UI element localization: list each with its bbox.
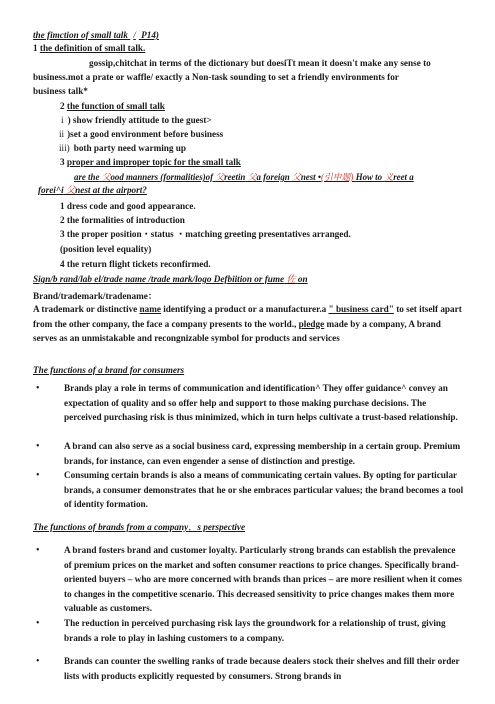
item-text: both party need warming up: [73, 143, 187, 153]
def-underlined: pledge: [298, 318, 325, 329]
document-title: [33, 29, 159, 41]
def-text: identifying a product or a manufacturer.a: [163, 304, 327, 314]
bullet-symbol: •: [36, 656, 40, 667]
def-text: to set itself apart from the other company, the face a company presents to the world.,: [33, 304, 462, 329]
def-underlined: " business card": [328, 304, 394, 314]
q-cjk: 义: [384, 172, 394, 182]
section-1-para-line-2: business.mot a prate or waffle/ exactly a Non-task sounding to set a friendly environments for: [33, 72, 399, 82]
q-text: nest at the airport?: [75, 185, 147, 195]
sign-heading-tail: on: [297, 274, 308, 284]
section-1-title: the definition of small talk.: [39, 43, 146, 53]
company-heading-text: The functions of brands from a company: [33, 522, 189, 532]
item-text: )set a good environment before business: [67, 129, 224, 139]
answer-1: 1 dress code and good appearance.: [60, 201, 196, 211]
item-marker: ii: [59, 129, 65, 139]
bullet-symbol: •: [36, 470, 40, 481]
bullet-symbol: •: [36, 441, 40, 452]
section-2-heading: [60, 100, 165, 112]
title-page-ref: P14): [141, 30, 159, 40]
section-3-number: 3: [60, 157, 65, 167]
answer-3-note: (position level equality): [60, 244, 152, 254]
q-text: are the: [74, 172, 100, 182]
bullet-symbol: •: [36, 618, 40, 629]
q-cjk: 父: [247, 172, 257, 182]
q-text: forei^i: [38, 185, 64, 195]
consumers-bullet-2: A brand can also serve as a social business card, expressing membership in a certain group. Premium brands, for instance, can even engender a sense of distinction and prestige.: [64, 441, 461, 466]
section-3-heading: [60, 156, 241, 168]
consumers-bullet-1: Brands play a role in terms of communication and identification^ They offer guidance^ convey an expectation of quality and so offer help and support to those making purchase decisions. The perceived purchasing risk is thus minimized, which in turn helps cultivate a trust-based relationship.: [64, 383, 458, 423]
brand-definition: [33, 302, 463, 346]
q-cjk: 父: [101, 172, 111, 182]
company-heading: [33, 521, 245, 533]
answer-3: 3 the proper position・status ・matching greeting presentatives arranged.: [60, 229, 351, 239]
section-1-para-line-3: business talk*: [33, 86, 88, 96]
item-text: ) show friendly attitude to the guest>: [67, 115, 212, 125]
item-marker: i: [61, 115, 64, 125]
company-bullet-2: The reduction in perceived purchasing risk lays the groundwork for a relationship of trust, giving brands a role to play in lashing customers to a company.: [64, 618, 446, 643]
consumers-bullet-3: Consuming certain brands is also a means of communicating certain values. By opting for particular brands, a consumer demonstrates that he or she embraces particular values; the brand becomes a tool of identity formation.: [64, 470, 464, 510]
company-bullet-3: Brands can counter the swelling ranks of trade because dealers stock their shelves and fill their order lists with products explicitly requested by consumers. Strong brands in: [64, 656, 460, 681]
question-line-1: [74, 171, 414, 183]
company-bullet-1: A brand fosters brand and customer loyalty. Particularly strong brands can establish the prevalence of premium prices on the market and soften consumer reactions to price changes. Specifically brand-oriented buyers – who are more concerned with brands than prices – are more resilient when it comes to changes in the competitive scenario. This decreased sensitivity to price changes makes them more valuable as customers.: [64, 545, 462, 614]
bullet-symbol: •: [36, 545, 40, 556]
section-1-number: 1: [33, 43, 38, 53]
def-text: A trademark or distinctive: [33, 304, 138, 314]
brand-label: Brand/trademark/tradename：: [33, 291, 158, 301]
bullet-symbol: •: [36, 383, 40, 394]
sign-heading-cjk: 佐: [286, 274, 296, 284]
item-marker: iii): [59, 143, 70, 153]
q-cjk: (引申题): [320, 172, 354, 182]
section-2-item-1: [61, 114, 212, 126]
title-separator: /: [133, 30, 136, 40]
answer-4: 4 the return flight tickets reconfirmed.: [60, 259, 211, 269]
def-underlined: name: [139, 304, 161, 314]
section-3-title: proper and improper topic for the small talk: [66, 157, 241, 167]
consumers-heading: The functions of a brand for consumers: [33, 365, 185, 375]
q-text: a foreign: [256, 172, 290, 182]
title-text: the fimction of small talk: [33, 30, 128, 40]
sign-heading-text: Sign/b rand/lab el/trade name /trade mark/logo Defbiition or fume: [33, 274, 285, 284]
q-cjk: 父: [215, 172, 225, 182]
company-heading-tail: s perspective: [197, 522, 246, 532]
section-2-title: the function of small talk: [66, 101, 165, 111]
q-text: How to: [355, 172, 383, 182]
answer-2: 2 the formalities of introduction: [60, 215, 185, 225]
section-1-para-line-1: gossip,chitchat in terms of the dictionary but doesiTt mean it doesn't make any sense to: [89, 58, 431, 68]
q-text: reetin: [224, 172, 246, 182]
section-2-item-2: [59, 128, 223, 140]
q-text: nest •: [300, 172, 321, 182]
company-heading-sep: ，: [188, 522, 198, 532]
def-text: made by a company, A brand serves as an unmistakable and recongnizable symbol for products and services: [33, 318, 441, 344]
section-1-heading: [33, 42, 145, 54]
sign-heading: [33, 273, 308, 285]
section-2-number: 2: [60, 101, 65, 111]
q-text: ood manners (formalities)of: [110, 172, 214, 182]
section-2-item-3: [59, 142, 186, 154]
question-line-2: [38, 184, 147, 196]
q-cjk: 父: [291, 172, 301, 182]
q-text: reet a: [393, 172, 414, 182]
q-cjk: 父: [65, 185, 76, 195]
